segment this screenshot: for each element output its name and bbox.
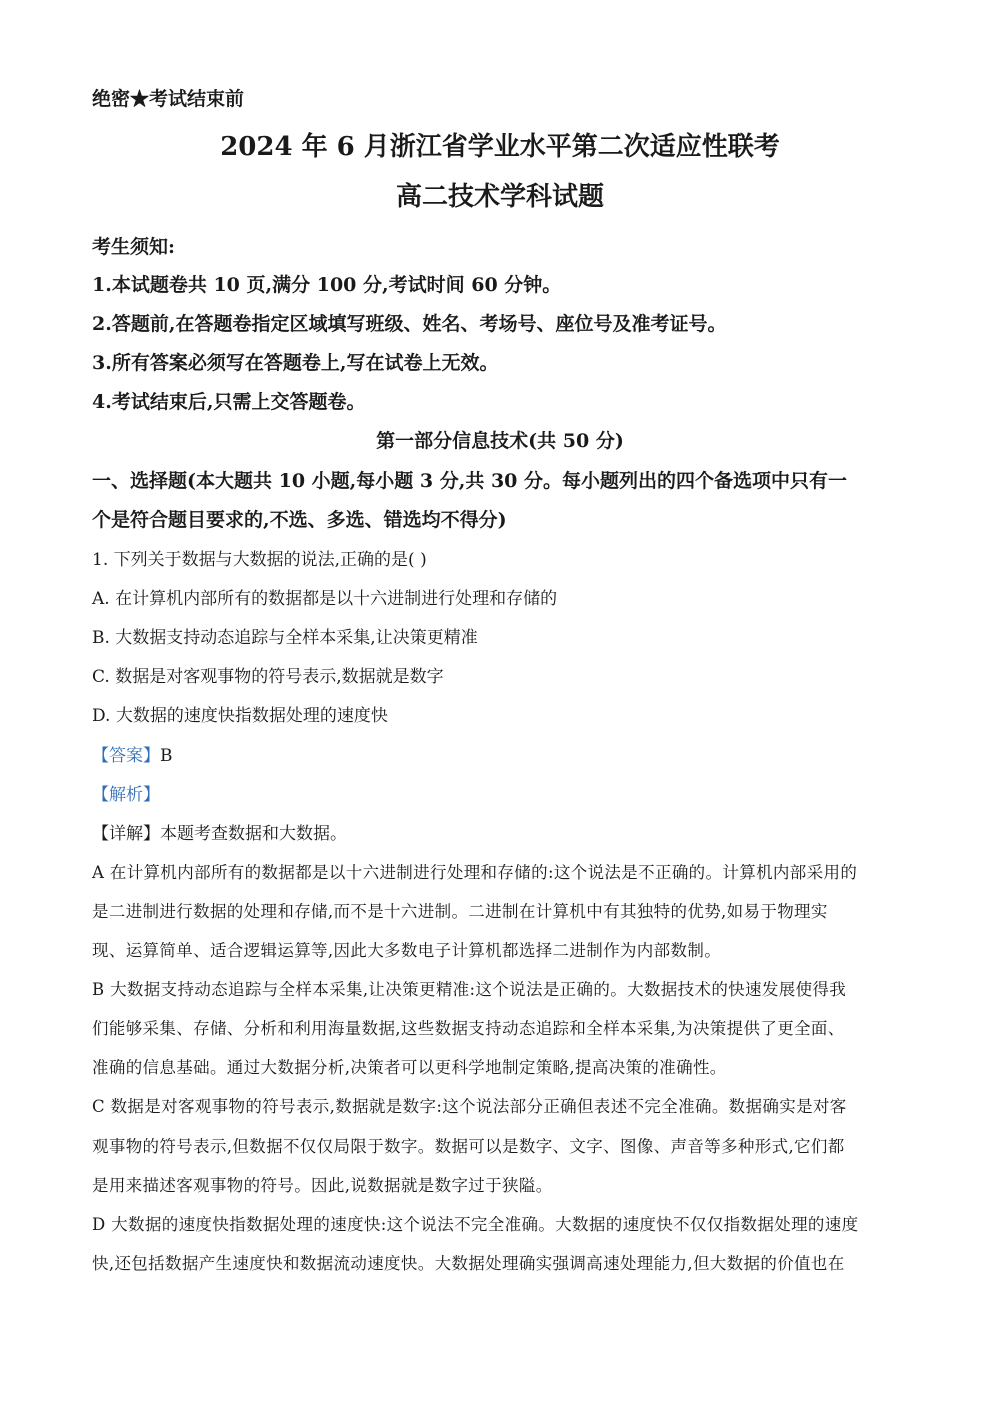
explanation-line: 是用来描述客观事物的符号。因此,说数据就是数字过于狭隘。 [92,1176,553,1195]
explanation-line: 现、运算简单、适合逻辑运算等,因此大多数电子计算机都选择二进制作为内部数制。 [92,941,722,960]
part-one-title: 第一部分信息技术(共 50 分) [376,430,624,452]
explanation-line: 观事物的符号表示,但数据不仅仅局限于数字。数据可以是数字、文字、图像、声音等多种形式,它们都 [92,1137,845,1156]
notice-item-3: 3.所有答案必须写在答题卷上,写在试卷上无效。 [92,352,499,374]
detail-line: 【详解】本题考查数据和大数据。 [92,824,347,844]
option-a: A. 在计算机内部所有的数据都是以十六进制进行处理和存储的 [92,589,558,609]
option-b: B. 大数据支持动态追踪与全样本采集,让决策更精准 [92,628,478,648]
explanation-line: 们能够采集、存储、分析和利用海量数据,这些数据支持动态追踪和全样本采集,为决策提供了更全面、 [92,1019,845,1038]
explanation-line: D 大数据的速度快指数据处理的速度快:这个说法不完全准确。大数据的速度快不仅仅指数据处理的速度 [92,1215,859,1234]
explanation-line: B 大数据支持动态追踪与全样本采集,让决策更精准:这个说法是正确的。大数据技术的快速发展使得我 [92,980,847,999]
option-c: C. 数据是对客观事物的符号表示,数据就是数字 [92,667,444,687]
section-instructions-line-1: 一、选择题(本大题共 10 小题,每小题 3 分,共 30 分。每小题列出的四个备选项中只有一 [92,470,848,492]
answer-tag: 【答案】 [92,746,160,766]
notice-item-1: 1.本试题卷共 10 页,满分 100 分,考试时间 60 分钟。 [92,274,562,296]
explanation-line: C 数据是对客观事物的符号表示,数据就是数字:这个说法部分正确但表述不完全准确。数据确实是对客 [92,1097,847,1116]
notice-item-4: 4.考试结束后,只需上交答题卷。 [92,391,366,413]
answer-line [92,741,173,766]
question-stem: 1. 下列关于数据与大数据的说法,正确的是( ) [92,550,427,570]
notice-heading: 考生须知: [92,236,176,258]
explanation-line: 快,还包括数据产生速度快和数据流动速度快。大数据处理确实强调高速处理能力,但大数据的价值也在 [92,1254,845,1273]
exam-subtitle: 高二技术学科试题 [395,182,604,212]
explanation-line: 是二进制进行数据的处理和存储,而不是十六进制。二进制在计算机中有其独特的优势,如易于物理实 [92,902,828,921]
option-d: D. 大数据的速度快指数据处理的速度快 [92,706,388,726]
section-instructions-line-2: 个是符合题目要求的,不选、多选、错选均不得分) [92,509,507,531]
notice-item-2: 2.答题前,在答题卷指定区域填写班级、姓名、考场号、座位号及准考证号。 [92,313,727,335]
confidential-label: 绝密★考试结束前 [92,88,245,110]
explanation-line: A 在计算机内部所有的数据都是以十六进制进行处理和存储的:这个说法是不正确的。计算机内部采用的 [92,863,858,882]
analysis-tag: 【解析】 [92,785,160,805]
answer-value: B [160,746,173,766]
explanation-line: 准确的信息基础。通过大数据分析,决策者可以更科学地制定策略,提高决策的准确性。 [92,1058,727,1077]
exam-title: 2024 年 6 月浙江省学业水平第二次适应性联考 [220,132,780,162]
